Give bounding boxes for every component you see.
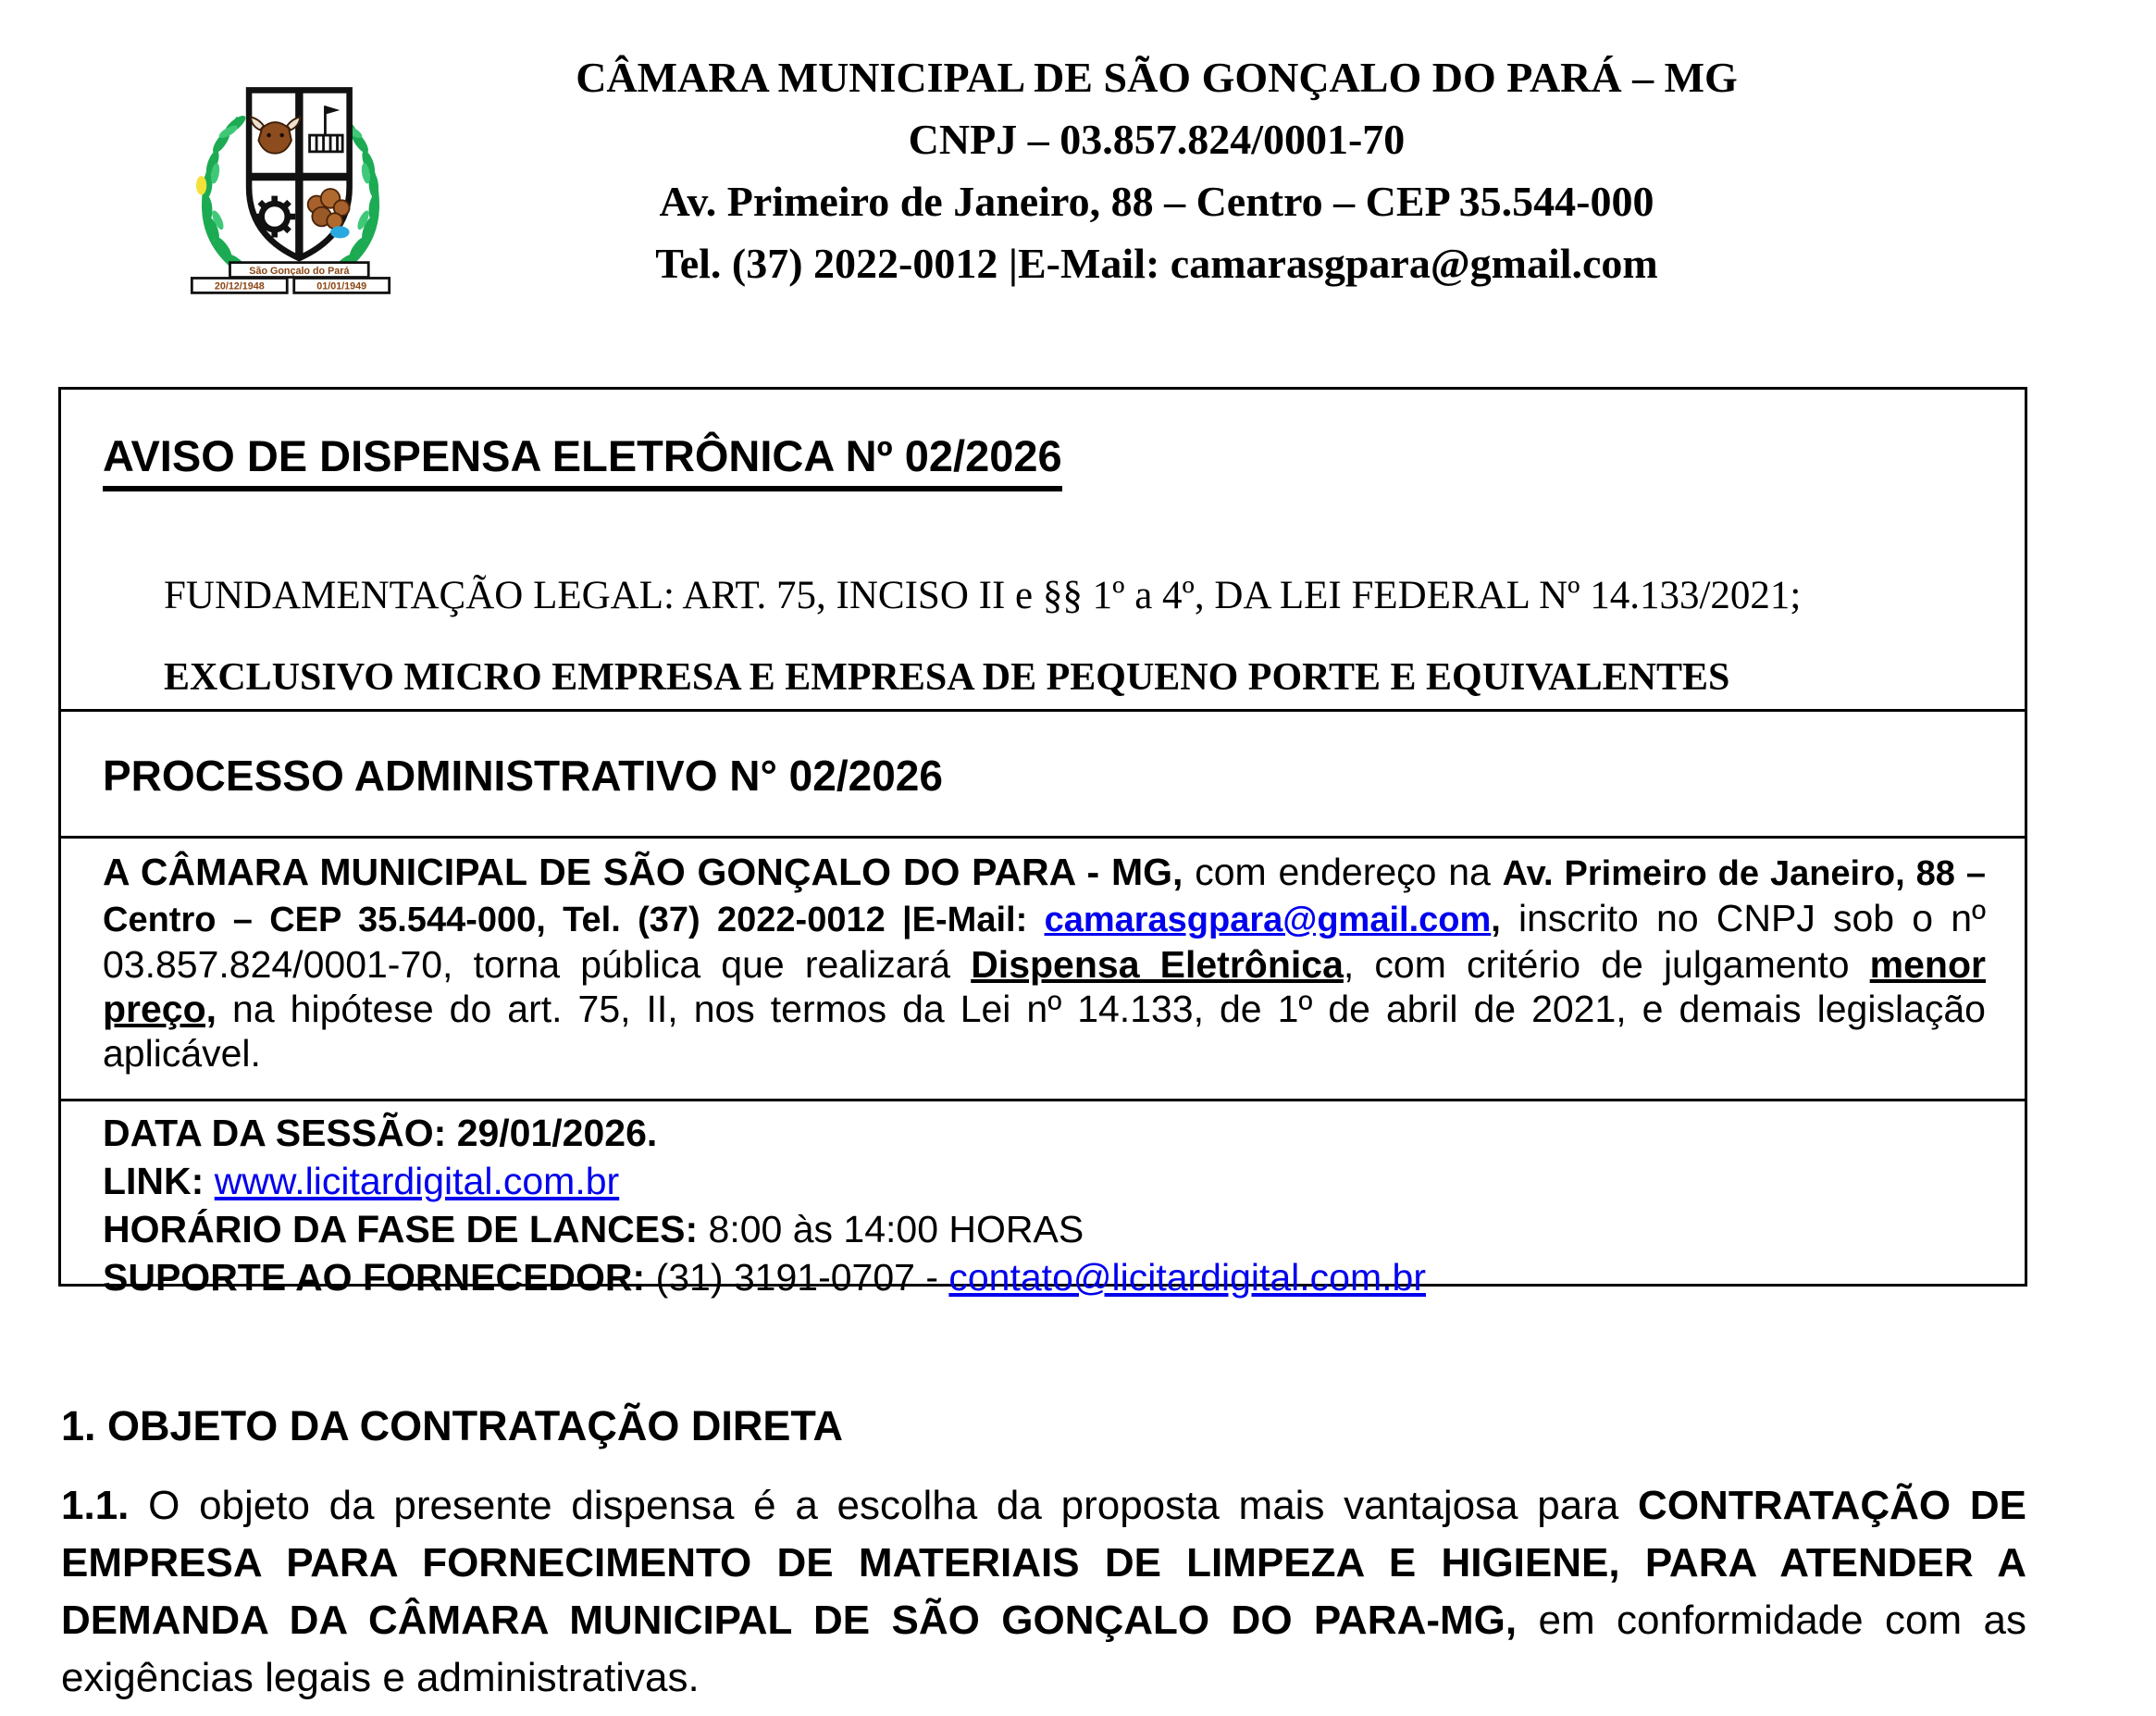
session-date [103,1109,1983,1157]
session-hours-value: 8:00 às 14:00 HORAS [698,1208,1084,1250]
body-text-3: , com critério de julgamento [1343,943,1870,986]
exclusivity-note: EXCLUSIVO MICRO EMPRESA E EMPRESA DE PEQUENO PORTE E EQUIVALENTES [164,656,1730,699]
logo-banner-city: São Gonçalo do Pará [249,265,350,277]
session-support [103,1253,1983,1301]
session-link-label: LINK: [103,1160,204,1202]
section-1-heading: 1. OBJETO DA CONTRATAÇÃO DIRETA [61,1402,844,1449]
support-email-link[interactable]: contato@licitardigital.com.br [948,1256,1426,1299]
licitardigital-link[interactable]: www.licitardigital.com.br [214,1160,620,1202]
session-support-phone: (31) 3191-0707 - [645,1256,949,1299]
process-number: PROCESSO ADMINISTRATIVO N° 02/2026 [103,752,943,800]
body-text-2: inscrito no CNPJ sob o nº 03.857.824/0001-70, torna pública que realizará [103,897,1986,986]
org-address: Av. Primeiro de Janeiro, 88 – Centro – CEP 35.544-000 [659,178,1654,225]
org-email-link[interactable]: camarasgpara@gmail.com [1044,901,1492,939]
section-1-1-paragraph [61,1477,2026,1707]
session-info-row [61,1099,2025,1299]
logo-banner-date-right: 01/01/1949 [316,280,367,292]
session-date-label: DATA DA SESSÃO: [103,1112,447,1154]
body-address: Av. Primeiro de Janeiro, 88 – Centro – CEP 35.544-000, Tel. (37) 2022-0012 |E-Mail: [103,854,1986,939]
body-org-name: A CÂMARA MUNICIPAL DE SÃO GONÇALO DO PARA - MG, [103,851,1183,893]
session-link [103,1157,1983,1205]
clause-tail: em conformidade com as exigências legais e administrativas. [61,1598,2027,1700]
process-row [61,709,2025,836]
body-comma: , [1491,901,1501,939]
org-name: CÂMARA MUNICIPAL DE SÃO GONÇALO DO PARÁ – MG [576,54,1738,101]
notice-body [103,850,1986,1076]
body-text-1: com endereço na [1183,851,1503,893]
notice-header-row [61,390,2025,709]
session-hours-label: HORÁRIO DA FASE DE LANCES: [103,1208,699,1250]
clause-object: CONTRATAÇÃO DE EMPRESA PARA FORNECIMENTO DE MATERIAIS DE LIMPEZA E HIGIENE, PARA ATENDER A DEMANDA DA CÂMARA MUNICIPAL DE SÃO GONÇALO DO PARA-MG, [61,1483,2026,1643]
session-support-label: SUPORTE AO FORNECEDOR: [103,1256,646,1299]
org-contact: Tel. (37) 2022-0012 |E-Mail: camarasgpara@gmail.com [655,240,1658,287]
notice-body-row [61,836,2025,1099]
org-cnpj: CNPJ – 03.857.824/0001-70 [908,116,1406,163]
logo-banner-date-left: 20/12/1948 [214,280,265,292]
body-text-4: na hipótese do art. 75, II, nos termos da Lei nº 14.133, de 1º de abril de 2021, e demais legislação aplicável. [103,988,1986,1075]
session-hours [103,1205,1983,1253]
body-menor-preco: menor preço, [103,943,1986,1030]
body-dispensa: Dispensa Eletrônica [971,943,1344,986]
clause-number: 1.1. [61,1483,130,1528]
clause-intro: O objeto da presente dispensa é a escolha da proposta mais vantajosa para [129,1483,1639,1528]
notice-title: AVISO DE DISPENSA ELETRÔNICA Nº 02/2026 [103,430,1062,491]
notice-box [58,387,2027,1299]
legal-basis: FUNDAMENTAÇÃO LEGAL: ART. 75, INCISO II e §§ 1º a 4º, DA LEI FEDERAL Nº 14.133/2021; [164,574,1802,617]
session-date-value: 29/01/2026. [446,1112,658,1154]
letterhead [157,46,2156,294]
